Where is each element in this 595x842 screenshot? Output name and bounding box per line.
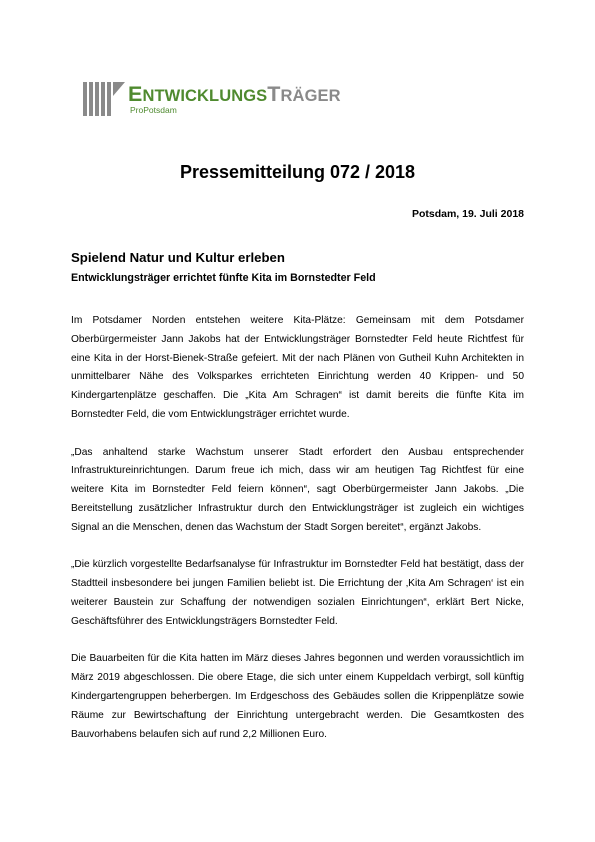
dateline: Potsdam, 19. Juli 2018 [411,208,524,220]
logo-bars-icon [83,82,125,116]
headline: Spielend Natur und Kultur erleben [71,250,285,265]
company-logo [83,82,343,116]
paragraph-3: „Die kürzlich vorgestellte Bedarfsanalyse für Infrastruktur im Bornstedter Feld hat bestätigt, dass der Stadtteil insbesondere bei jungen Familien beliebt ist. Die Errichtung der ‚Kita Am Schragen‘ ist ein weiterer Baustein zur Schaffung der notwendigen sozialen Einrichtungen“, erklärt Bert Nicke, Geschäftsführer des Entwicklungsträgers Bornstedter Feld. [71,559,524,627]
logo-wordmark: ENTWICKLUNGSTRÄGER [128,82,341,106]
logo-subtitle: ProPotsdam [130,105,177,115]
subheadline: Entwicklungsträger errichtet fünfte Kita im Bornstedter Feld [71,272,376,284]
paragraph-1: Im Potsdamer Norden entstehen weitere Kita-Plätze: Gemeinsam mit dem Potsdamer Oberbürgermeister Jann Jakobs hat der Entwicklungsträger Bornstedter Feld heute Richtfest für eine Kita in der Horst-Bienek-Straße gefeiert. Mit der nach Plänen von Gutheil Kuhn Architekten in unmittelbarer Nähe des Volksparkes errichteten Einrichtung werden 40 Krippen- und 50 Kindergartenplätze geschaffen. Die „Kita Am Schragen“ ist damit bereits die fünfte Kita im Bornstedter Feld, die vom Entwicklungsträger errichtet wurde. [71,315,524,420]
paragraph-2: „Das anhaltend starke Wachstum unserer Stadt erfordert den Ausbau entsprechender Infrastruktureinrichtungen. Darum freue ich mich, dass wir am heutigen Tag Richtfest für eine weitere Kita im Bornstedter Feld feiern können“, sagt Oberbürgermeister Jann Jakobs. „Die Bereitstellung zusätzlicher Infrastruktur durch den Entwicklungsträger ist zugleich ein wichtiges Signal an die Menschen, denen das Wachstum der Stadt Sorgen bereitet“, ergänzt Jakobs. [71,446,524,533]
press-release-body [71,312,524,763]
paragraph-4: Die Bauarbeiten für die Kita hatten im März dieses Jahres begonnen und werden voraussichtlich im März 2019 abgeschlossen. Die obere Etage, die sich unter einem Kuppeldach verbirgt, soll künftig Kindergartengruppen beherbergen. Im Erdgeschoss des Gebäudes sollen die Krippenplätze sowie Räume zur Bewirtschaftung der Einrichtung untergebracht werden. Die Gesamtkosten des Bauvorhabens belaufen sich auf rund 2,2 Millionen Euro. [71,653,524,740]
page-title: Pressemitteilung 072 / 2018 [179,162,416,182]
